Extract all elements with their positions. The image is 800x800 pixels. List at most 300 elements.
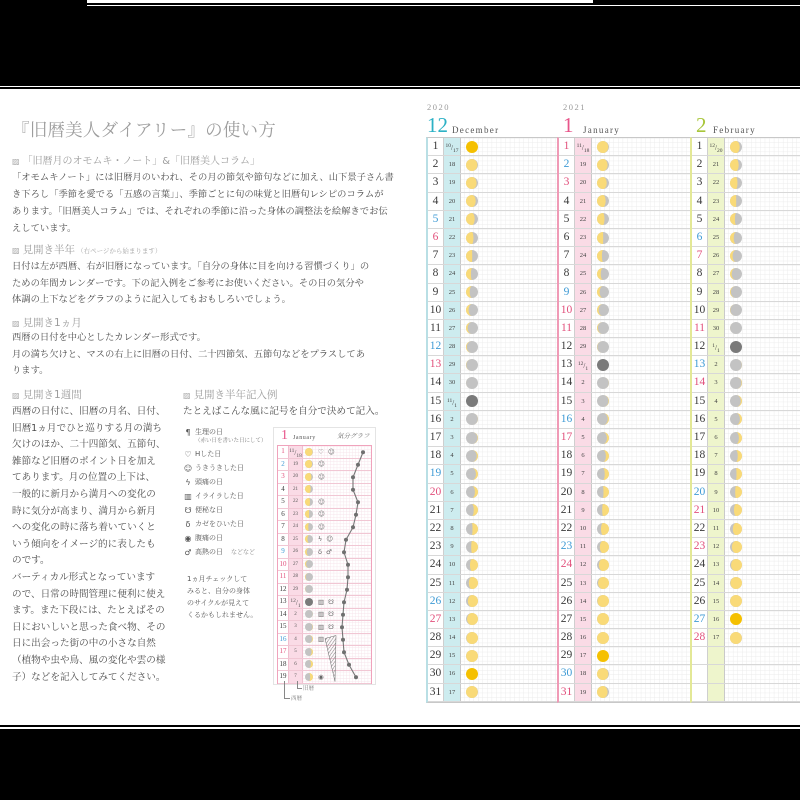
calendar-row bbox=[559, 556, 690, 574]
calendar-row bbox=[428, 629, 557, 647]
fraction-slash: / bbox=[294, 449, 297, 457]
calendar-row bbox=[559, 647, 690, 665]
lunar-date-cell bbox=[575, 684, 592, 701]
moon-phase-icon bbox=[725, 247, 746, 264]
solar-date: 28 bbox=[559, 629, 575, 646]
lunar-day: 1 bbox=[454, 402, 457, 409]
section-body-notes bbox=[12, 169, 398, 237]
moon-phase-icon bbox=[461, 338, 482, 355]
lunar-day: 1 bbox=[585, 366, 589, 373]
moon-icon bbox=[465, 212, 479, 226]
moon-phase-icon bbox=[461, 593, 482, 610]
solar-date: 22 bbox=[428, 520, 444, 537]
calendar-row bbox=[692, 156, 800, 174]
solar-date: 27 bbox=[428, 611, 444, 628]
legend-suffix: などなど bbox=[231, 548, 256, 556]
lunar-date: 7 bbox=[294, 674, 297, 679]
solar-date: 2 bbox=[559, 156, 575, 173]
moon-phase-icon bbox=[725, 302, 746, 319]
lunar-date-cell bbox=[444, 647, 461, 664]
lunar-month: 11 bbox=[289, 448, 295, 454]
moon-phase-icon bbox=[725, 520, 746, 537]
solar-date: 30 bbox=[559, 665, 575, 682]
moon-phase-icon bbox=[592, 465, 613, 482]
calendar-row bbox=[692, 229, 800, 247]
lunar-date: 28 bbox=[448, 343, 456, 351]
legend-label: 頭痛の日 bbox=[195, 477, 223, 486]
solar-date: 29 bbox=[428, 647, 444, 664]
calendar-row bbox=[692, 629, 800, 647]
moon-phase-icon bbox=[592, 429, 613, 446]
calendar-row bbox=[559, 684, 690, 702]
moon-phase-icon bbox=[461, 647, 482, 664]
lunar-month: 10 bbox=[445, 143, 452, 149]
irritated-icon: ▥ bbox=[318, 597, 325, 606]
moon-icon bbox=[465, 358, 479, 372]
lunar-column-label: 旧暦 bbox=[303, 686, 315, 692]
section-heading-text: 見開き半年 bbox=[22, 244, 76, 256]
lunar-month: 12 bbox=[577, 361, 584, 368]
solar-date: 5 bbox=[278, 496, 289, 508]
lunar-date: 23 bbox=[448, 252, 456, 260]
lunar-date: 27 bbox=[712, 270, 720, 278]
solar-date: 17 bbox=[278, 646, 289, 658]
lunar-date: 21 bbox=[712, 161, 720, 169]
moon-icon bbox=[465, 194, 479, 208]
lunar-date: 21 bbox=[579, 197, 587, 205]
lunar-date-cell bbox=[444, 502, 461, 519]
lunar-date-cell bbox=[575, 138, 592, 155]
calendar-row bbox=[559, 575, 690, 593]
text-line: えしています。 bbox=[12, 223, 77, 234]
lunar-date: 23 bbox=[579, 233, 587, 241]
solar-column-label: 西暦 bbox=[291, 696, 303, 702]
lunar-date: 5 bbox=[714, 415, 718, 423]
stomachache-icon: ◉ bbox=[318, 672, 324, 681]
lunar-date: 30 bbox=[448, 379, 456, 387]
solar-date: 11 bbox=[428, 320, 444, 337]
calendar-row bbox=[428, 247, 557, 265]
lunar-date-cell bbox=[444, 665, 461, 682]
lunar-date: 12 bbox=[712, 543, 720, 551]
lunar-date: 23 bbox=[712, 197, 720, 205]
text-line: への変化の時に落ち着いていくと bbox=[12, 522, 156, 534]
lunar-date: 19 bbox=[579, 688, 587, 696]
moon-icon bbox=[596, 594, 610, 608]
moon-phase-icon bbox=[725, 647, 746, 664]
moon-icon bbox=[729, 140, 743, 154]
solar-date: 13 bbox=[692, 356, 708, 373]
lunar-date bbox=[712, 343, 720, 355]
lunar-date-cell bbox=[708, 156, 725, 173]
moon-icon bbox=[729, 340, 743, 354]
lunar-date: 3 bbox=[714, 379, 718, 387]
moon-icon bbox=[596, 540, 610, 554]
solar-date: 17 bbox=[692, 429, 708, 446]
solar-date: 7 bbox=[428, 247, 444, 264]
lunar-date: 6 bbox=[450, 488, 454, 496]
lunar-date-cell bbox=[444, 465, 461, 482]
solar-date: 24 bbox=[428, 556, 444, 573]
lunar-date: 19 bbox=[579, 161, 587, 169]
lunar-date-cell bbox=[444, 684, 461, 701]
lunar-date-cell bbox=[708, 611, 725, 628]
moon-phase-icon bbox=[725, 138, 746, 155]
text-line: 子）などを記入してみてください。 bbox=[12, 671, 166, 683]
lunar-date-cell bbox=[444, 302, 461, 319]
solar-date: 16 bbox=[692, 411, 708, 428]
solar-date: 19 bbox=[559, 465, 575, 482]
lunar-date-cell bbox=[575, 629, 592, 646]
moon-phase-icon bbox=[592, 374, 613, 391]
calendar-row bbox=[559, 302, 690, 320]
moon-phase-icon bbox=[592, 356, 613, 373]
moon-phase-icon bbox=[592, 193, 613, 210]
lunar-date: 14 bbox=[448, 634, 456, 642]
moon-icon bbox=[465, 303, 479, 317]
calendar-row bbox=[559, 374, 690, 392]
text-line: ます。また下段には、たとえばその bbox=[12, 605, 165, 617]
lunar-date-cell bbox=[575, 429, 592, 446]
moon-phase-icon bbox=[725, 629, 746, 646]
solar-date: 18 bbox=[559, 447, 575, 464]
calendar-row bbox=[692, 556, 800, 574]
text-line: のサイクルが見えて bbox=[187, 599, 250, 607]
scan-border-bottom bbox=[0, 729, 800, 800]
solar-date: 10 bbox=[559, 302, 575, 319]
moon-icon bbox=[596, 321, 610, 335]
calendar-row bbox=[692, 502, 800, 520]
lunar-date: 2 bbox=[294, 611, 297, 617]
solar-date: 12 bbox=[692, 338, 708, 355]
lunar-date-cell bbox=[575, 575, 592, 592]
lunar-date-cell bbox=[444, 174, 461, 191]
irritated-icon: ▥ bbox=[318, 622, 325, 631]
moon-phase-icon bbox=[461, 684, 482, 701]
legend-item bbox=[181, 461, 273, 475]
lunar-date-cell bbox=[444, 338, 461, 355]
legend-item bbox=[181, 489, 273, 503]
lunar-date: 15 bbox=[579, 615, 587, 623]
constipation-icon: ☋ bbox=[184, 505, 192, 515]
moon-icon bbox=[729, 412, 743, 426]
solar-date: 6 bbox=[428, 229, 444, 246]
lunar-date-cell bbox=[575, 502, 592, 519]
solar-date: 21 bbox=[428, 502, 444, 519]
lunar-date-cell bbox=[708, 265, 725, 282]
calendar-row bbox=[559, 338, 690, 356]
moon-phase-icon bbox=[461, 374, 482, 391]
lunar-date-cell bbox=[444, 211, 461, 228]
example-note bbox=[187, 573, 257, 621]
calendar-row bbox=[428, 229, 557, 247]
moon-icon bbox=[729, 358, 743, 372]
moon-phase-icon bbox=[592, 138, 613, 155]
calendar-row bbox=[559, 247, 690, 265]
moon-phase-icon bbox=[725, 320, 746, 337]
mood-graph bbox=[278, 446, 373, 685]
lunar-date-cell bbox=[444, 374, 461, 391]
lunar-date: 9 bbox=[714, 488, 718, 496]
text-line: 「オモムキノート」には旧暦月のいわれ、その月の節気や節句などに加え、山下景子さん書 bbox=[12, 172, 394, 183]
lunar-date-cell bbox=[708, 484, 725, 501]
solar-date bbox=[692, 684, 708, 701]
calendar-row bbox=[692, 429, 800, 447]
example-subtitle: たとえばこんな風に記号を自分で決めて記入。 bbox=[183, 406, 385, 417]
moon-icon bbox=[465, 540, 479, 554]
lunar-date-cell bbox=[708, 684, 725, 701]
solar-date: 17 bbox=[559, 429, 575, 446]
moon-icon bbox=[596, 394, 610, 408]
moon-icon bbox=[465, 503, 479, 517]
lunar-date: 2 bbox=[581, 379, 585, 387]
moon-icon bbox=[729, 631, 743, 645]
solar-date: 22 bbox=[559, 520, 575, 537]
text-line: 体調の上下などをグラフのように記入してもおもしろいでしょう。 bbox=[12, 294, 291, 305]
calendar-row bbox=[428, 411, 557, 429]
solar-date: 13 bbox=[428, 356, 444, 373]
irritated-icon: ▥ bbox=[318, 610, 325, 619]
moon-icon bbox=[596, 158, 610, 172]
moon-icon bbox=[596, 558, 610, 572]
moon-phase-icon bbox=[592, 211, 613, 228]
moon-icon bbox=[729, 267, 743, 281]
moon-phase-icon bbox=[592, 593, 613, 610]
lunar-date: 26 bbox=[448, 306, 456, 314]
calendar-row bbox=[692, 338, 800, 356]
moon-icon bbox=[729, 158, 743, 172]
section-heading-half-year bbox=[12, 244, 161, 258]
moon-phase-icon bbox=[461, 247, 482, 264]
solar-date: 20 bbox=[428, 484, 444, 501]
lunar-date: 20 bbox=[448, 197, 456, 205]
text-line: くるかもしれません。 bbox=[187, 611, 258, 619]
solar-date: 26 bbox=[428, 593, 444, 610]
solar-date: 14 bbox=[428, 374, 444, 391]
lunar-date-cell bbox=[575, 211, 592, 228]
lunar-day: 17 bbox=[452, 148, 459, 154]
moon-icon bbox=[596, 358, 610, 372]
lunar-date bbox=[577, 361, 589, 373]
page-title: 『旧暦美人ダイアリー』の使い方 bbox=[12, 121, 276, 141]
moon-icon bbox=[729, 321, 743, 335]
calendar-row bbox=[692, 665, 800, 683]
text-line: 西暦の日付を中心としたカレンダー形式です。 bbox=[12, 332, 206, 343]
calendar-row bbox=[428, 520, 557, 538]
irritated-icon: ▥ bbox=[184, 491, 192, 501]
text-line: 日付は左が西暦、右が旧暦になっています。「自分の身体に目を向ける習慣づくり」の bbox=[12, 261, 370, 272]
moon-icon bbox=[596, 449, 610, 463]
solar-date: 28 bbox=[692, 629, 708, 646]
lunar-day: 18 bbox=[583, 148, 590, 154]
calendar-row bbox=[692, 538, 800, 556]
lunar-date-cell bbox=[444, 156, 461, 173]
solar-date: 13 bbox=[278, 596, 289, 608]
lunar-date: 17 bbox=[712, 634, 720, 642]
moon-phase-icon bbox=[725, 156, 746, 173]
fraction-slash: / bbox=[581, 144, 584, 152]
solar-date: 7 bbox=[692, 247, 708, 264]
moon-icon bbox=[596, 285, 610, 299]
moon-icon bbox=[596, 631, 610, 645]
moon-phase-icon bbox=[592, 575, 613, 592]
legend-item bbox=[181, 427, 273, 447]
solar-date: 16 bbox=[278, 634, 289, 646]
moon-phase-icon bbox=[592, 520, 613, 537]
lunar-date-cell bbox=[575, 265, 592, 282]
lunar-date: 3 bbox=[294, 624, 297, 629]
moon-phase-icon bbox=[461, 393, 482, 410]
moon-phase-icon bbox=[461, 302, 482, 319]
text-line: 日においしいと思った食べ物、その bbox=[12, 621, 166, 633]
moon-phase-icon bbox=[725, 611, 746, 628]
moon-icon bbox=[596, 231, 610, 245]
scan-border-line-bottom bbox=[0, 725, 800, 727]
text-line: 西暦の日付に、旧暦の月名、日付、 bbox=[12, 406, 166, 417]
lunar-date: 7 bbox=[450, 506, 454, 514]
solar-date: 2 bbox=[278, 459, 289, 471]
moon-phase-icon bbox=[461, 229, 482, 246]
moon-icon bbox=[596, 412, 610, 426]
lunar-date: 2 bbox=[714, 361, 718, 369]
lunar-date-cell bbox=[708, 174, 725, 191]
section-heading-text: 見開き半年記入例 bbox=[193, 389, 278, 401]
text-line: 旧暦1ヵ月でひと巡りする月の満ち bbox=[12, 422, 163, 434]
moon-phase-icon bbox=[461, 484, 482, 501]
solar-date: 19 bbox=[692, 465, 708, 482]
happy-icon: ☺ bbox=[318, 460, 325, 469]
text-line: バーティカル形式となっています bbox=[12, 571, 156, 583]
lunar-date-cell bbox=[444, 393, 461, 410]
lunar-date: 7 bbox=[714, 452, 718, 460]
moon-phase-icon bbox=[461, 284, 482, 301]
moon-icon bbox=[596, 576, 610, 590]
moon-icon bbox=[729, 540, 743, 554]
moon-phase-icon bbox=[725, 575, 746, 592]
lunar-date: 17 bbox=[448, 688, 456, 696]
lunar-date: 24 bbox=[712, 215, 720, 223]
calendar-row bbox=[559, 629, 690, 647]
solar-date: 27 bbox=[692, 611, 708, 628]
legend-text bbox=[195, 464, 244, 473]
solar-date: 15 bbox=[692, 393, 708, 410]
solar-date: 16 bbox=[428, 411, 444, 428]
lunar-date-cell bbox=[444, 193, 461, 210]
section-body-weekly bbox=[12, 404, 178, 686]
lunar-date: 26 bbox=[293, 549, 298, 554]
text-line: 一般的に新月から満月への変化の bbox=[12, 488, 156, 500]
solar-date: 21 bbox=[692, 502, 708, 519]
moon-phase-icon bbox=[461, 156, 482, 173]
happy-icon: ☺ bbox=[318, 497, 325, 506]
lunar-date bbox=[710, 145, 723, 152]
calendar-row bbox=[692, 265, 800, 283]
solar-date: 19 bbox=[278, 671, 289, 683]
solar-date: 4 bbox=[278, 484, 289, 496]
happy-icon: ☺ bbox=[327, 447, 335, 456]
calendar-row bbox=[428, 193, 557, 211]
moon-phase-icon bbox=[461, 502, 482, 519]
lunar-date: 8 bbox=[450, 524, 454, 532]
moon-phase-icon bbox=[725, 465, 746, 482]
lunar-date: 4 bbox=[294, 636, 297, 642]
text-line: あります。「旧暦美人コラム」では、それぞれの季節に沿った身体の調整法を絵解きでお伝 bbox=[12, 206, 388, 217]
lunar-date: 5 bbox=[581, 434, 585, 441]
calendar-row bbox=[428, 211, 557, 229]
fever-icon: ♂ bbox=[184, 547, 192, 557]
legend-label: 便秘な日 bbox=[195, 505, 223, 514]
fraction-slash: / bbox=[295, 599, 298, 607]
calendar-row bbox=[559, 411, 690, 429]
moon-icon bbox=[729, 467, 743, 481]
scan-border-notch bbox=[87, 0, 593, 3]
moon-icon bbox=[465, 140, 479, 154]
solar-date: 4 bbox=[559, 193, 575, 210]
solar-date: 2 bbox=[428, 156, 444, 173]
moon-icon bbox=[465, 285, 479, 299]
legend-text bbox=[195, 534, 223, 543]
calendar-row bbox=[428, 611, 557, 629]
solar-date: 1 bbox=[428, 138, 444, 155]
moon-phase-icon bbox=[725, 538, 746, 555]
calendar-row bbox=[428, 575, 557, 593]
section-heading-weekly bbox=[12, 389, 82, 402]
solar-date: 25 bbox=[428, 575, 444, 592]
section-heading-text: 見開き1週間 bbox=[22, 389, 82, 401]
moon-phase-icon bbox=[592, 538, 613, 555]
legend-label: 高熱の日 などなど bbox=[195, 547, 256, 556]
section-heading-note: （右ページから始まります） bbox=[77, 247, 162, 255]
moon-icon bbox=[465, 340, 479, 354]
lunar-date-cell bbox=[708, 447, 725, 464]
moon-icon bbox=[465, 158, 479, 172]
lunar-month: 12 bbox=[709, 143, 716, 149]
lunar-date-cell bbox=[575, 484, 592, 501]
calendar-row bbox=[692, 247, 800, 265]
lunar-date: 19 bbox=[448, 179, 456, 187]
calendar-row bbox=[559, 393, 690, 411]
lunar-date: 10 bbox=[448, 561, 456, 569]
section-heading-monthly bbox=[12, 317, 82, 330]
moon-phase-icon bbox=[725, 284, 746, 301]
legend-note: （赤い日を書いた日にして） bbox=[195, 438, 267, 444]
section-body-half-year bbox=[12, 259, 398, 309]
moon-icon bbox=[596, 303, 610, 317]
moon-icon bbox=[729, 176, 743, 190]
moon-phase-icon bbox=[725, 374, 746, 391]
lunar-day: 1 bbox=[297, 603, 301, 609]
solar-date: 31 bbox=[428, 684, 444, 701]
calendar-row bbox=[428, 647, 557, 665]
legend-item bbox=[181, 447, 273, 461]
moon-phase-icon bbox=[725, 684, 746, 701]
moon-icon bbox=[465, 612, 479, 626]
moon-phase-icon bbox=[725, 593, 746, 610]
solar-date: 26 bbox=[559, 593, 575, 610]
text-line: 月の満ち欠けと、マスの右上に旧暦の日付、二十四節気、五節句などをプラスしてあ bbox=[12, 348, 366, 360]
lunar-date-cell bbox=[444, 138, 461, 155]
fraction-slash: / bbox=[451, 144, 453, 152]
solar-date: 30 bbox=[428, 665, 444, 682]
moon-phase-icon bbox=[461, 320, 482, 337]
lunar-date: 15 bbox=[712, 597, 720, 605]
solar-date: 20 bbox=[559, 484, 575, 501]
lunar-date: 11 bbox=[448, 579, 456, 587]
solar-date: 24 bbox=[692, 556, 708, 573]
section-marker-icon: ▨ bbox=[12, 157, 20, 166]
lunar-month: 12 bbox=[290, 598, 296, 604]
moon-icon bbox=[729, 485, 743, 499]
